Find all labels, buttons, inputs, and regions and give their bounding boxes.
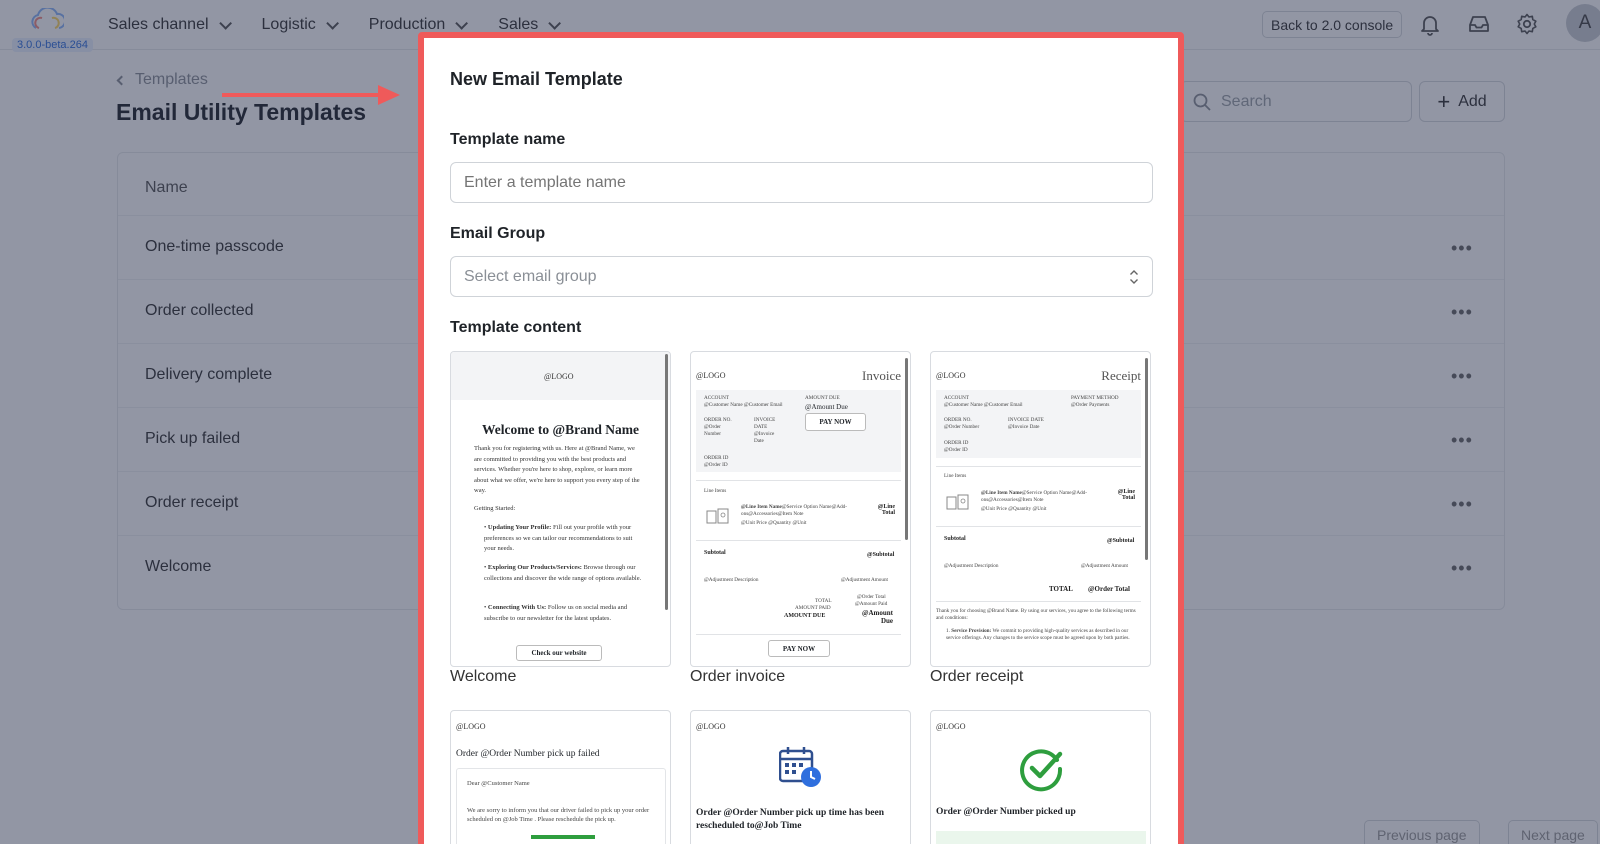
preview-getting-started: Getting Started:: [474, 505, 516, 512]
preview-field-value: @Amount Due: [805, 403, 848, 411]
preview-section-label: Line Items: [704, 488, 727, 494]
preview-title: Order @Order Number picked up: [936, 807, 1076, 817]
preview-logo: @LOGO: [936, 722, 966, 731]
preview-total-label: TOTAL: [815, 598, 832, 604]
preview-subtotal-label: Subtotal: [944, 536, 966, 542]
pickup-failed-preview: [451, 711, 670, 844]
preview-total-label: TOTAL: [1049, 585, 1073, 593]
preview-greeting: Dear @Customer Name: [467, 780, 530, 787]
preview-field-label: ORDER NO.: [944, 417, 972, 423]
preview-field-label: AMOUNT DUE: [805, 395, 840, 401]
preview-term-item: 1. Service Provision: We commit to providing high-quality services as described in our service offerings. Any changes to the service scope must be agreed upon by both parties.: [946, 628, 1130, 641]
preview-logo: @LOGO: [544, 372, 574, 381]
preview-due-value: @Amount Due: [861, 609, 893, 625]
term-text: We commit to providing high-quality services as described in our service offerings. Any changes to the service scope must be agreed upon by both parties.: [946, 628, 1130, 641]
preview-paid-label: AMOUNT PAID: [795, 605, 831, 611]
preview-title: Order @Order Number pick up failed: [456, 749, 600, 759]
preview-bullet: • Updating Your Profile: Fill out your profile with your preferences so we can tailor our recommendations to suit your needs.: [484, 524, 633, 552]
preview-adjustment-label: @Adjustment Description: [944, 563, 999, 569]
rescheduled-preview: [691, 711, 910, 844]
preview-total-value: @Order Total: [857, 594, 886, 600]
preview-bullet: • Exploring Our Products/Services: Browse through our collections and discover the wide range of options available.: [484, 564, 642, 582]
line-item-details: @Service Option Name@Add-ons@Accessories@Item Note: [981, 490, 1088, 503]
template-card-order-invoice[interactable]: [690, 351, 911, 667]
preview-logo: @LOGO: [456, 722, 486, 731]
preview-scrollbar[interactable]: [665, 354, 668, 610]
preview-field-label: ACCOUNT: [944, 395, 970, 401]
preview-field-value: @Customer Name @Customer Email: [704, 402, 783, 408]
preview-field-label: INVOICE DATE: [754, 417, 776, 430]
preview-body-text: We are sorry to inform you that our driver failed to pick up your order scheduled on @Job Time . Please reschedule the pick up.: [467, 807, 650, 823]
preview-field-label: ORDER NO.: [704, 417, 732, 423]
preview-header: [451, 352, 670, 400]
template-content-label: Template content: [450, 319, 582, 336]
preview-field-value: @Order Number: [944, 424, 980, 430]
preview-field-value: @Order Payments: [1071, 402, 1110, 408]
line-item-details: @Service Option Name@Add-ons@Accessories@Item Note: [741, 504, 848, 517]
preview-field-label: ORDER ID: [944, 440, 969, 446]
preview-adjustment-value: @Adjustment Amount: [1081, 563, 1128, 569]
check-circle-icon: [1019, 746, 1065, 792]
preview-divider: [936, 526, 1141, 527]
preview-title: Welcome to @Brand Name: [482, 422, 639, 437]
bullet-text: Browse through our collections and discover the wide range of options available.: [484, 564, 642, 582]
line-item-name: @Line Item Name: [981, 490, 1022, 496]
preview-field-label: ACCOUNT: [704, 395, 730, 401]
preview-divider: [696, 634, 901, 635]
preview-green-banner: [936, 831, 1146, 844]
chevron-up-down-icon: [1129, 269, 1139, 285]
bullet-text: Fill out your profile with your preferences so we can tailor our recommendations to suit your needs.: [484, 524, 633, 552]
template-card-label: Welcome: [450, 668, 517, 685]
preview-intro: Thank you for registering with us. Here at @Brand Name, we are committed to providing you with the best products and services. Whether you're here to shop, explore, or learn more about what we offer, we're here to support you every step of the way.: [474, 445, 640, 494]
preview-title: Invoice: [862, 368, 901, 383]
preview-line-item: [981, 490, 1091, 503]
preview-logo: @LOGO: [696, 722, 726, 731]
preview-divider: [936, 466, 1141, 467]
email-group-select[interactable]: [450, 256, 1153, 297]
welcome-preview: [451, 352, 670, 666]
product-image-icon: [946, 493, 970, 511]
template-name-label: Template name: [450, 131, 566, 148]
new-email-template-modal: [418, 32, 1184, 844]
preview-title: Order @Order Number pick up time has been rescheduled to@Job Time: [696, 808, 885, 831]
preview-divider: [696, 480, 901, 481]
preview-due-label: AMOUNT DUE: [784, 613, 826, 619]
preview-logo: @LOGO: [696, 371, 726, 380]
bullet-bold: Updating Your Profile:: [487, 524, 552, 531]
template-card-order-receipt[interactable]: [930, 351, 1151, 667]
preview-scrollbar[interactable]: [905, 358, 908, 540]
preview-subtotal-value: @Subtotal: [1107, 538, 1135, 544]
bullet-text: Follow us on social media and subscribe to our newsletter for the latest updates.: [484, 604, 628, 622]
term-bold: Service Provision:: [951, 628, 992, 634]
receipt-preview: [931, 352, 1150, 666]
template-card-label: Order invoice: [690, 668, 786, 685]
preview-total-value: @Order Total: [1088, 585, 1130, 593]
preview-divider: [936, 601, 1141, 602]
template-name-input[interactable]: [450, 162, 1153, 203]
email-group-placeholder: Select email group: [464, 267, 597, 285]
preview-line-item-meta: @Unit Price @Quantity @Unit: [741, 520, 807, 526]
invoice-preview: [691, 352, 910, 666]
preview-field-value: @Order ID: [944, 447, 968, 453]
preview-divider: [696, 540, 901, 541]
preview-field-value: @Customer Name @Customer Email: [944, 402, 1023, 408]
modal-title: New Email Template: [450, 69, 623, 89]
preview-section-label: Line Items: [944, 473, 967, 479]
preview-subtotal-value: @Subtotal: [867, 552, 895, 558]
annotation-arrow-icon: [222, 84, 402, 106]
template-card-label: Order receipt: [930, 668, 1024, 685]
preview-line-total: @Line Total: [877, 504, 895, 516]
preview-adjustment-label: @Adjustment Description: [704, 577, 759, 583]
template-card-picked-up[interactable]: [930, 710, 1151, 844]
preview-field-label: ORDER ID: [704, 455, 729, 461]
preview-terms: Thank you for choosing @Brand Name. By using our services, you agree to the following terms and conditions:: [936, 608, 1136, 621]
preview-field-label: PAYMENT METHOD: [1071, 395, 1119, 401]
bullet-bold: Connecting With Us:: [487, 604, 547, 611]
bullet-bold: Exploring Our Products/Services:: [487, 564, 582, 571]
template-card-rescheduled[interactable]: [690, 710, 911, 844]
preview-pay-button: PAY NOW: [805, 413, 866, 431]
preview-line-total: @Line Total: [1117, 489, 1135, 501]
preview-pay-button: PAY NOW: [768, 640, 830, 657]
template-card-pick-up-failed[interactable]: [450, 710, 671, 844]
preview-logo: @LOGO: [936, 371, 966, 380]
preview-field-value: @Invoice Date: [754, 431, 775, 444]
preview-website-button: Check our website: [516, 645, 602, 661]
preview-line-item-meta: @Unit Price @Quantity @Unit: [981, 506, 1047, 512]
preview-line-item: [741, 504, 851, 517]
preview-scrollbar[interactable]: [1145, 358, 1148, 560]
picked-up-preview: [931, 711, 1150, 844]
preview-adjustment-value: @Adjustment Amount: [841, 577, 888, 583]
product-image-icon: [706, 507, 730, 525]
preview-title: Receipt: [1101, 368, 1141, 383]
calendar-clock-icon: [779, 746, 823, 788]
preview-field-value: @Order ID: [704, 462, 728, 468]
preview-green-button: [531, 835, 595, 839]
preview-subtotal-label: Subtotal: [704, 550, 726, 556]
email-group-label: Email Group: [450, 225, 546, 242]
preview-field-label: INVOICE DATE: [1008, 417, 1044, 423]
line-item-name: @Line Item Name: [741, 504, 782, 510]
preview-paid-value: @Amount Paid: [855, 601, 888, 607]
preview-bullet: • Connecting With Us: Follow us on social media and subscribe to our newsletter for the latest updates.: [484, 604, 628, 622]
template-card-welcome[interactable]: [450, 351, 671, 667]
preview-field-value: @Invoice Date: [1008, 424, 1040, 430]
preview-field-value: @Order Number: [704, 424, 721, 437]
